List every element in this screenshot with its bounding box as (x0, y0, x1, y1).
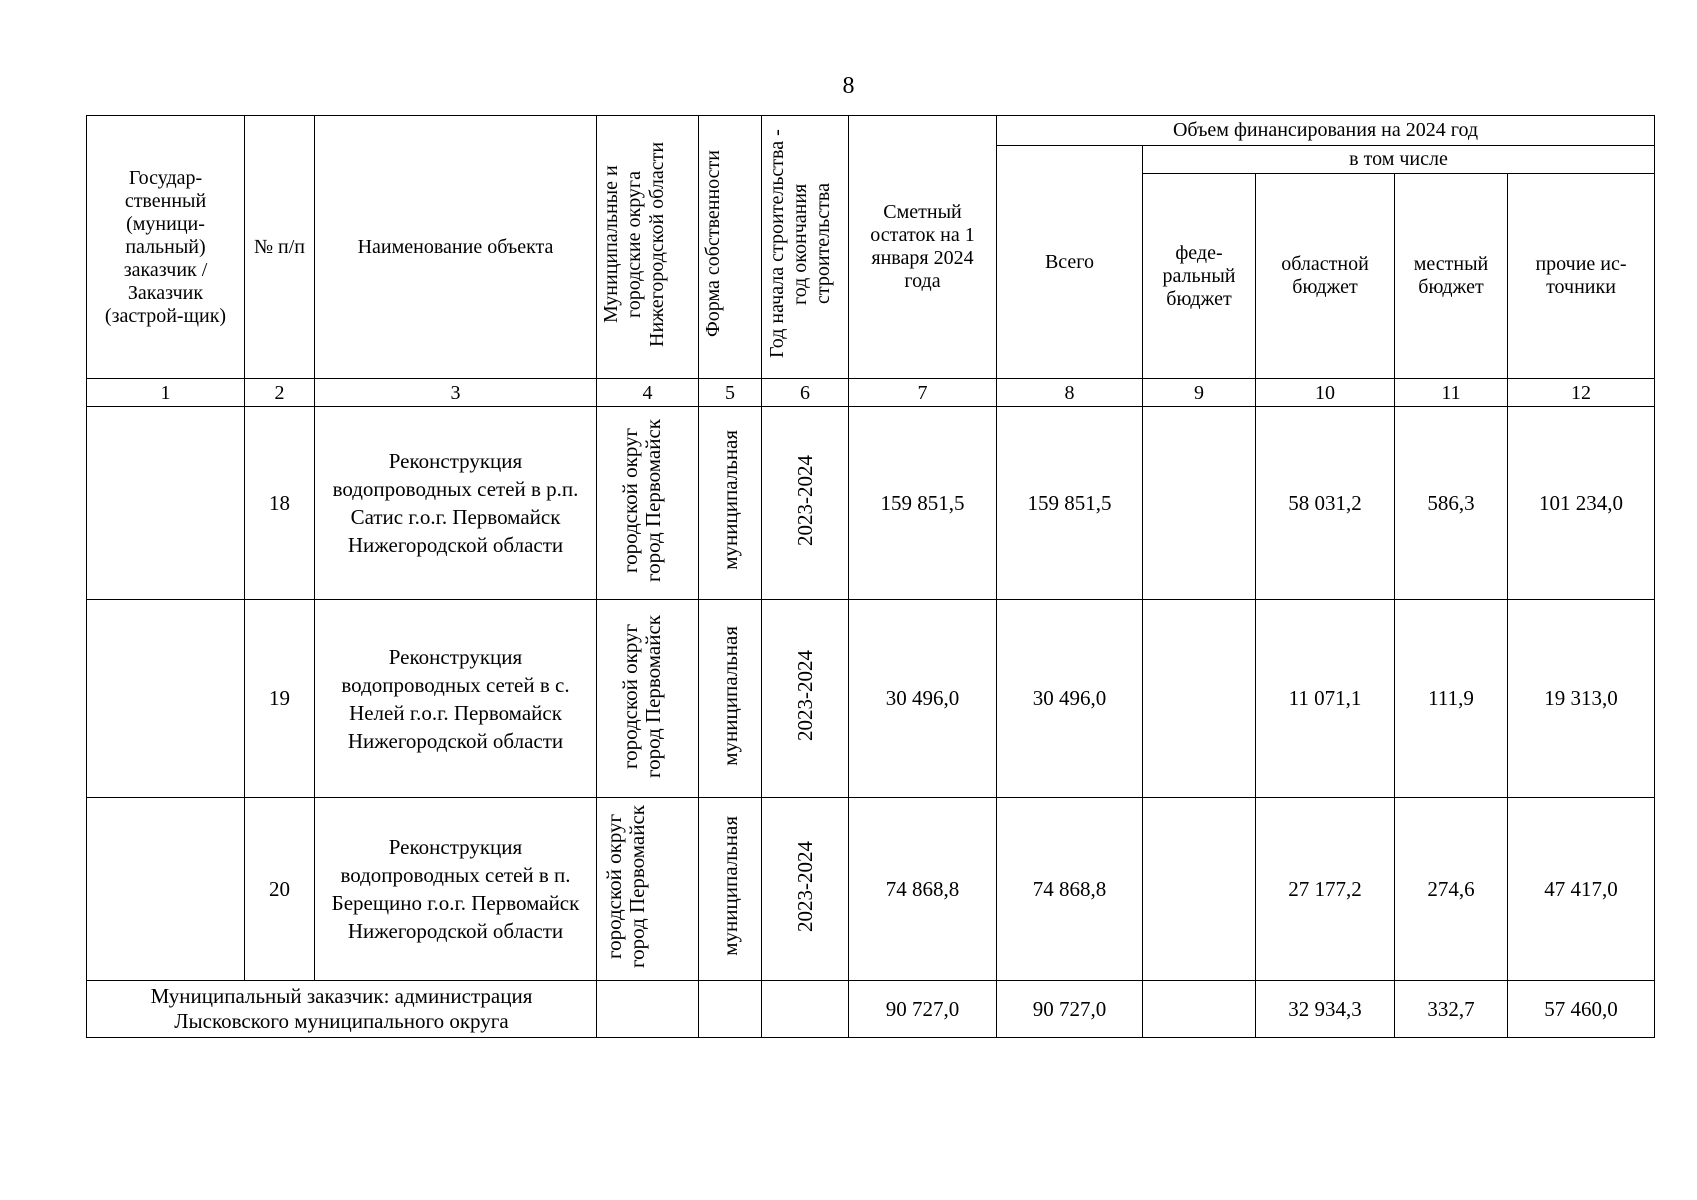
header-local: местный бюджет (1395, 174, 1508, 379)
summary-other: 57 460,0 (1508, 981, 1655, 1038)
row-years (762, 798, 849, 981)
column-number: 10 (1256, 379, 1395, 407)
column-number: 6 (762, 379, 849, 407)
column-number: 9 (1143, 379, 1256, 407)
row-ownership-text: муниципальная (717, 816, 742, 956)
row-regional: 58 031,2 (1256, 407, 1395, 600)
table-row (87, 798, 1655, 981)
summary-ownership (699, 981, 762, 1038)
header-financing: Объем финансирования на 2024 год (997, 116, 1655, 146)
column-number: 4 (597, 379, 699, 407)
row-municipality-text: городской округ город Первомайск (617, 614, 665, 778)
row-local: 111,9 (1395, 600, 1508, 798)
column-number: 5 (699, 379, 762, 407)
row-estimate: 74 868,8 (849, 798, 997, 981)
header-ownership (699, 116, 762, 379)
row-other: 101 234,0 (1508, 407, 1655, 600)
row-number: 20 (245, 798, 315, 981)
summary-years (762, 981, 849, 1038)
row-federal (1143, 600, 1256, 798)
column-number: 7 (849, 379, 997, 407)
header-including: в том числе (1143, 146, 1655, 174)
row-object-name: Реконструкция водопроводных сетей в р.п. Сатис г.о.г. Первомайск Нижегородской области (315, 407, 597, 600)
row-ownership (699, 600, 762, 798)
row-municipality-text: городской округ город Первомайск (617, 418, 665, 582)
header-number: № п/п (245, 116, 315, 379)
header-estimate: Сметный остаток на 1 января 2024 года (849, 116, 997, 379)
column-number: 1 (87, 379, 245, 407)
row-municipality (597, 798, 699, 981)
column-number: 3 (315, 379, 597, 407)
header-other: прочие ис-точники (1508, 174, 1655, 379)
row-ownership (699, 798, 762, 981)
summary-label: Муниципальный заказчик: администрация Лысковского муниципального округа (87, 981, 597, 1038)
row-regional: 11 071,1 (1256, 600, 1395, 798)
page-number: 8 (842, 73, 855, 99)
row-local: 274,6 (1395, 798, 1508, 981)
row-federal (1143, 798, 1256, 981)
header-years-text: Год начала строительства - год окончания строительства (766, 129, 834, 359)
header-customer: Государ-ственный (муници-пальный) заказчик / Заказчик (застрой-щик) (87, 116, 245, 379)
summary-regional: 32 934,3 (1256, 981, 1395, 1038)
row-total: 74 868,8 (997, 798, 1143, 981)
financing-table (86, 115, 1655, 1038)
summary-municipality (597, 981, 699, 1038)
table-row (87, 600, 1655, 798)
row-estimate: 159 851,5 (849, 407, 997, 600)
row-object-name: Реконструкция водопроводных сетей в с. Нелей г.о.г. Первомайск Нижегородской области (315, 600, 597, 798)
summary-local: 332,7 (1395, 981, 1508, 1038)
row-ownership-text: муниципальная (717, 430, 742, 570)
header-object-name: Наименование объекта (315, 116, 597, 379)
row-total: 159 851,5 (997, 407, 1143, 600)
header-municipality (597, 116, 699, 379)
row-years (762, 600, 849, 798)
header-regional: областной бюджет (1256, 174, 1395, 379)
row-local: 586,3 (1395, 407, 1508, 600)
summary-row (87, 981, 1655, 1038)
row-customer (87, 407, 245, 600)
row-years-text: 2023-2024 (792, 454, 817, 546)
column-number: 12 (1508, 379, 1655, 407)
header-federal: феде-ральный бюджет (1143, 174, 1256, 379)
summary-federal (1143, 981, 1256, 1038)
summary-total: 90 727,0 (997, 981, 1143, 1038)
table-row (87, 407, 1655, 600)
row-total: 30 496,0 (997, 600, 1143, 798)
header-municipality-text: Муниципальные и городские округа Нижегородской области (599, 141, 668, 347)
row-other: 19 313,0 (1508, 600, 1655, 798)
row-years-text: 2023-2024 (792, 840, 817, 932)
row-customer (87, 600, 245, 798)
row-federal (1143, 407, 1256, 600)
row-municipality (597, 600, 699, 798)
header-years (762, 116, 849, 379)
row-ownership (699, 407, 762, 600)
row-customer (87, 798, 245, 981)
row-years-text: 2023-2024 (792, 650, 817, 741)
row-municipality-text: городской округ город Первомайск (601, 804, 649, 968)
row-ownership-text: муниципальная (717, 625, 742, 766)
row-regional: 27 177,2 (1256, 798, 1395, 981)
row-years (762, 407, 849, 600)
column-number: 8 (997, 379, 1143, 407)
row-other: 47 417,0 (1508, 798, 1655, 981)
summary-estimate: 90 727,0 (849, 981, 997, 1038)
column-number: 11 (1395, 379, 1508, 407)
row-number: 19 (245, 600, 315, 798)
column-number: 2 (245, 379, 315, 407)
header-ownership-text: Форма собственности (702, 150, 724, 338)
header-total: Всего (997, 146, 1143, 379)
row-object-name: Реконструкция водопроводных сетей в п. Берещино г.о.г. Первомайск Нижегородской области (315, 798, 597, 981)
row-municipality (597, 407, 699, 600)
row-number: 18 (245, 407, 315, 600)
row-estimate: 30 496,0 (849, 600, 997, 798)
